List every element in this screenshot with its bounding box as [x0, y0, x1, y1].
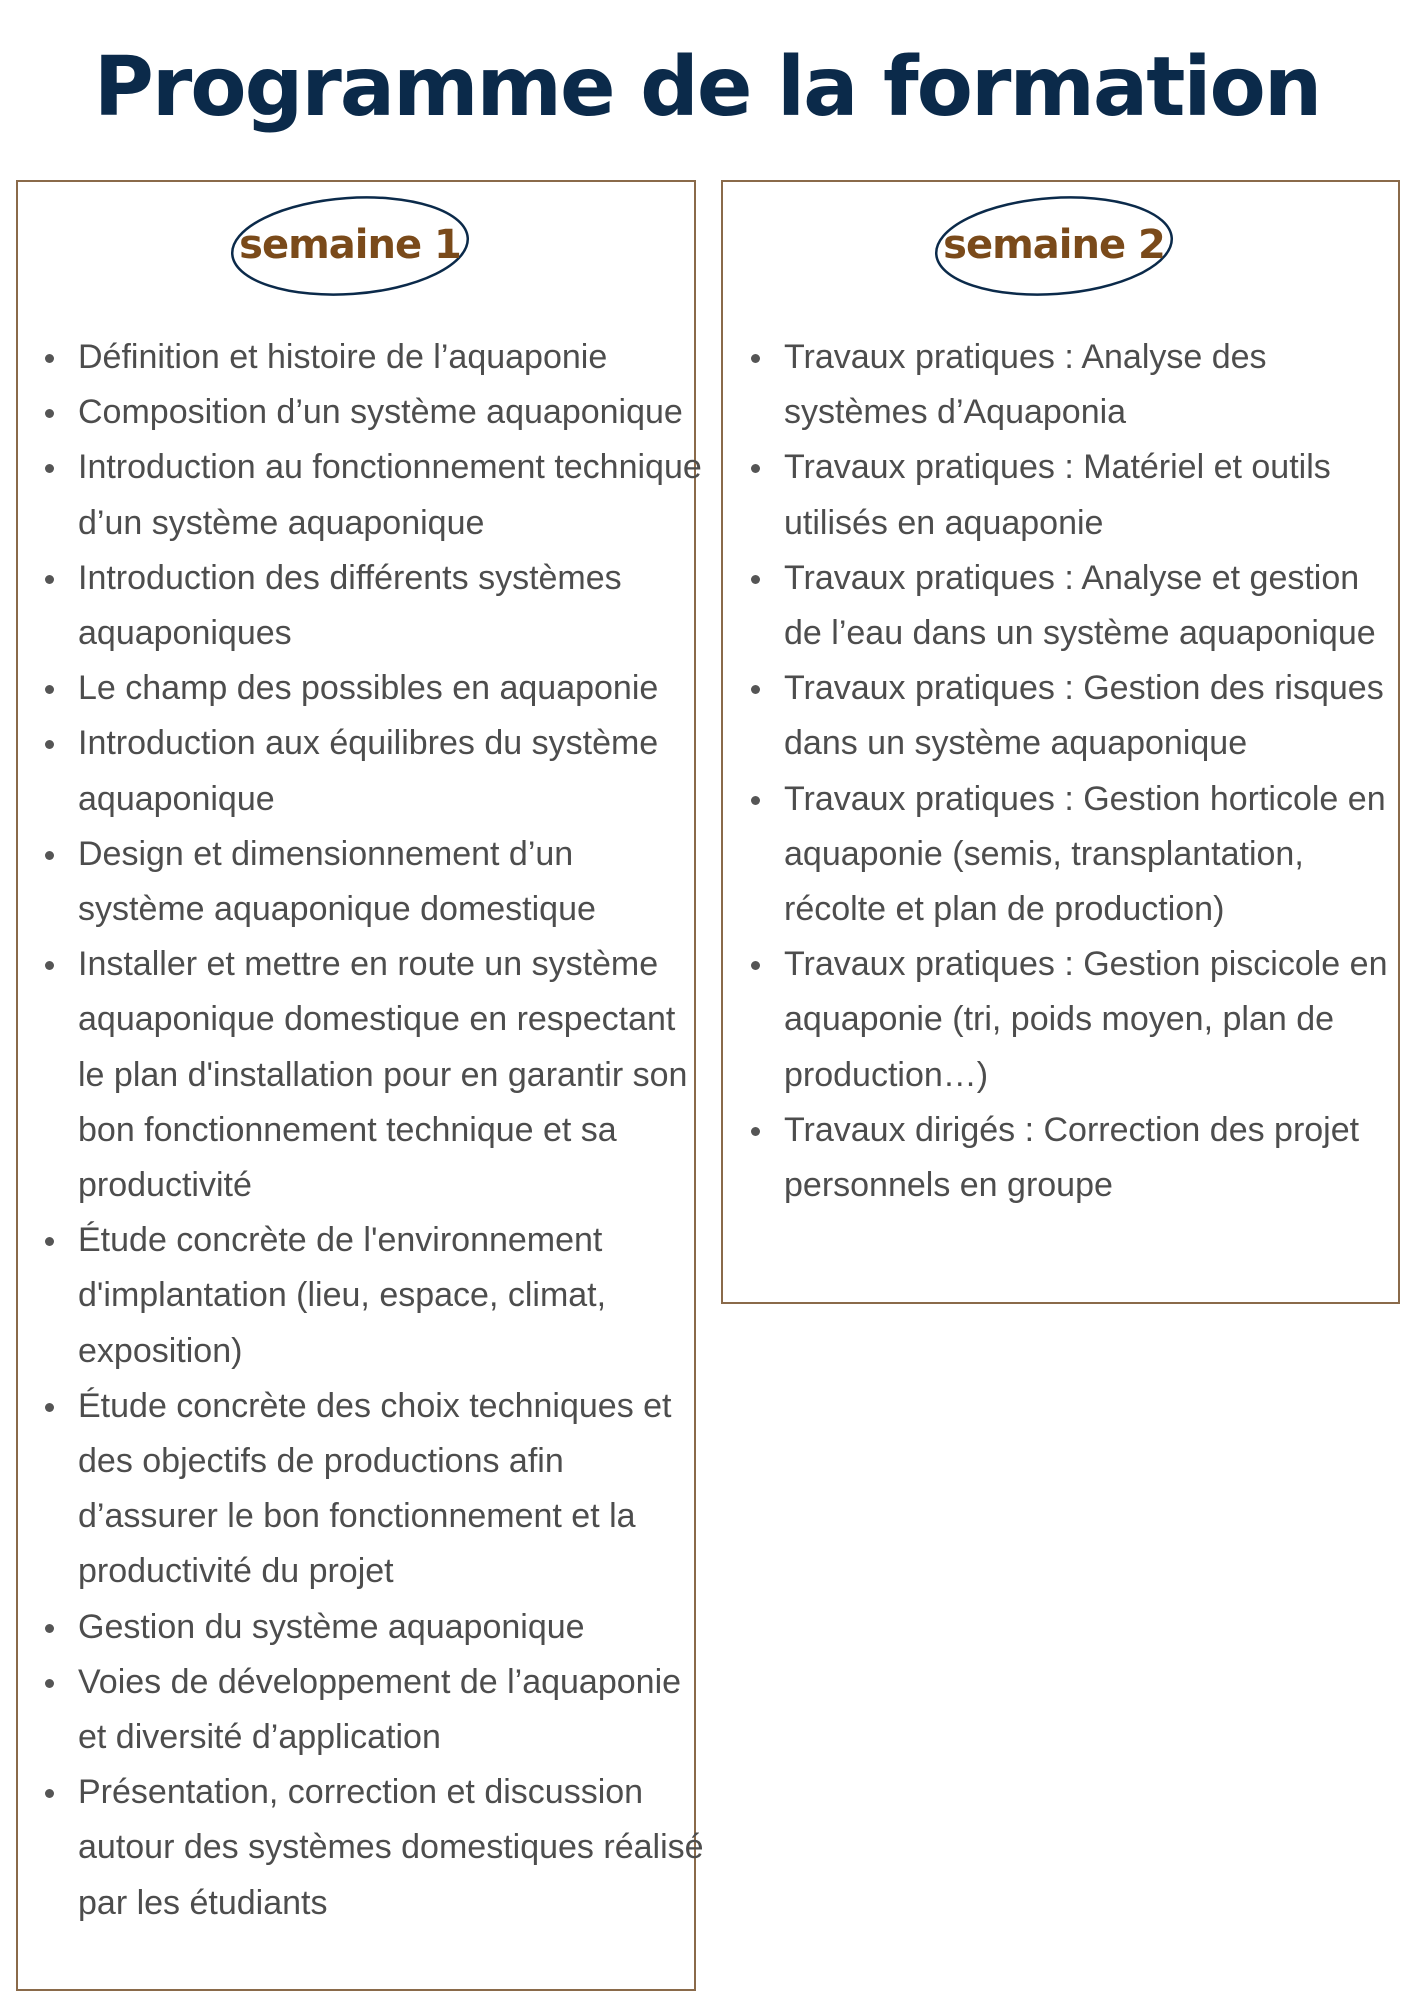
week-2-panel	[721, 180, 1400, 1304]
week-1-label: semaine 1	[239, 222, 461, 268]
page-title: Programme de la formation	[93, 40, 1321, 135]
topic-item: Introduction aux équilibres du système aquaponique	[78, 716, 708, 826]
topic-item: Étude concrète de l'environnement d'implantation (lieu, espace, climat, exposition)	[78, 1213, 708, 1379]
topic-item: Travaux pratiques : Gestion des risques dans un système aquaponique	[784, 661, 1394, 771]
week-2-topic-list	[784, 330, 1394, 1213]
week-2-badge	[934, 195, 1174, 297]
topic-item: Travaux pratiques : Gestion piscicole en aquaponie (tri, poids moyen, plan de production…)	[784, 937, 1394, 1103]
topic-item: Design et dimensionnement d’un système aquaponique domestique	[78, 827, 708, 937]
week-1-badge	[230, 195, 470, 297]
topic-item: Installer et mettre en route un système aquaponique domestique en respectant le plan d'installation pour en garantir son bon fonctionnement technique et sa productivité	[78, 937, 708, 1213]
topic-item: Définition et histoire de l’aquaponie	[78, 330, 708, 385]
topic-item: Le champ des possibles en aquaponie	[78, 661, 708, 716]
topic-item: Travaux pratiques : Gestion horticole en aquaponie (semis, transplantation, récolte et plan de production)	[784, 772, 1394, 938]
week-1-panel	[16, 180, 704, 1991]
topic-item: Travaux pratiques : Analyse et gestion de l’eau dans un système aquaponique	[784, 551, 1394, 661]
topic-item: Travaux dirigés : Correction des projet personnels en groupe	[784, 1103, 1394, 1213]
topic-item: Travaux pratiques : Matériel et outils utilisés en aquaponie	[784, 440, 1394, 550]
week-2-label: semaine 2	[943, 222, 1165, 268]
topic-item: Travaux pratiques : Analyse des systèmes d’Aquaponia	[784, 330, 1394, 440]
topic-item: Introduction au fonctionnement technique d’un système aquaponique	[78, 440, 708, 550]
topic-item: Composition d’un système aquaponique	[78, 385, 708, 440]
topic-item: Gestion du système aquaponique	[78, 1600, 708, 1655]
topic-item: Étude concrète des choix techniques et des objectifs de productions afin d’assurer le bon fonctionnement et la productivité du projet	[78, 1379, 708, 1600]
week-1-topic-list	[78, 330, 708, 1931]
topic-item: Voies de développement de l’aquaponie et diversité d’application	[78, 1655, 708, 1765]
topic-item: Présentation, correction et discussion autour des systèmes domestiques réalisé par les étudiants	[78, 1765, 708, 1931]
topic-item: Introduction des différents systèmes aquaponiques	[78, 551, 708, 661]
